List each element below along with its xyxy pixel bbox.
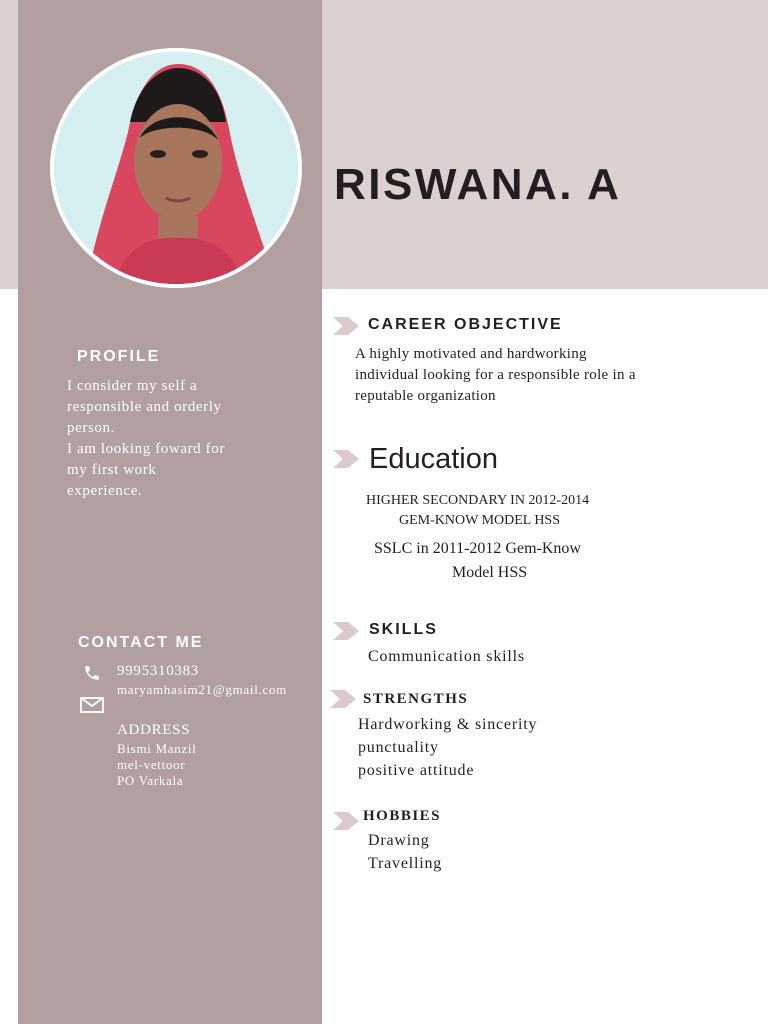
address-line: PO Varkala: [117, 773, 184, 788]
candidate-name: RISWANA. A: [334, 160, 622, 209]
hobby-item: Travelling: [368, 855, 443, 872]
chevron-arrow-icon: [333, 622, 359, 640]
strength-item: positive attitude: [358, 762, 475, 779]
education-line: GEM-KNOW MODEL HSS: [399, 513, 560, 528]
profile-heading: PROFILE: [77, 348, 161, 365]
profile-line: responsible and orderly: [67, 399, 222, 415]
hobbies-heading: HOBBIES: [363, 808, 442, 824]
address-line: Bismi Manzil: [117, 741, 197, 756]
strengths-heading: STRENGTHS: [363, 691, 469, 707]
education-line: HIGHER SECONDARY IN 2012-2014: [366, 493, 590, 508]
address-label: ADDRESS: [117, 722, 191, 738]
education-heading: Education: [369, 443, 498, 475]
skill-item: Communication skills: [368, 648, 525, 665]
address-line: mel-vettoor: [117, 757, 186, 772]
career-objective-heading: CAREER OBJECTIVE: [368, 316, 563, 333]
profile-line: experience.: [67, 483, 143, 499]
chevron-arrow-icon: [330, 690, 356, 708]
career-objective-line: individual looking for a responsible role in a: [355, 367, 636, 383]
strength-item: punctuality: [358, 739, 439, 756]
contact-email[interactable]: maryamhasim21@gmail.com: [117, 682, 287, 697]
contact-phone[interactable]: 9995310383: [117, 663, 199, 679]
skills-heading: SKILLS: [369, 621, 438, 638]
hobby-item: Drawing: [368, 832, 430, 849]
phone-icon: [82, 664, 102, 682]
profile-photo: [50, 48, 302, 288]
profile-line: person.: [67, 420, 115, 436]
profile-line: I am looking foward for: [67, 441, 225, 457]
career-objective-line: A highly motivated and hardworking: [355, 346, 587, 362]
profile-text: [67, 376, 267, 502]
strength-item: Hardworking & sincerity: [358, 716, 538, 733]
education-line: SSLC in 2011-2012 Gem-Know: [374, 540, 581, 557]
profile-line: I consider my self a: [67, 378, 198, 394]
education-line: Model HSS: [452, 564, 528, 581]
envelope-icon: [80, 697, 104, 713]
career-objective-line: reputable organization: [355, 388, 496, 404]
chevron-arrow-icon: [333, 812, 359, 830]
chevron-arrow-icon: [333, 317, 359, 335]
profile-line: my first work: [67, 462, 157, 478]
contact-heading: CONTACT ME: [78, 634, 204, 651]
chevron-arrow-icon: [333, 450, 359, 468]
